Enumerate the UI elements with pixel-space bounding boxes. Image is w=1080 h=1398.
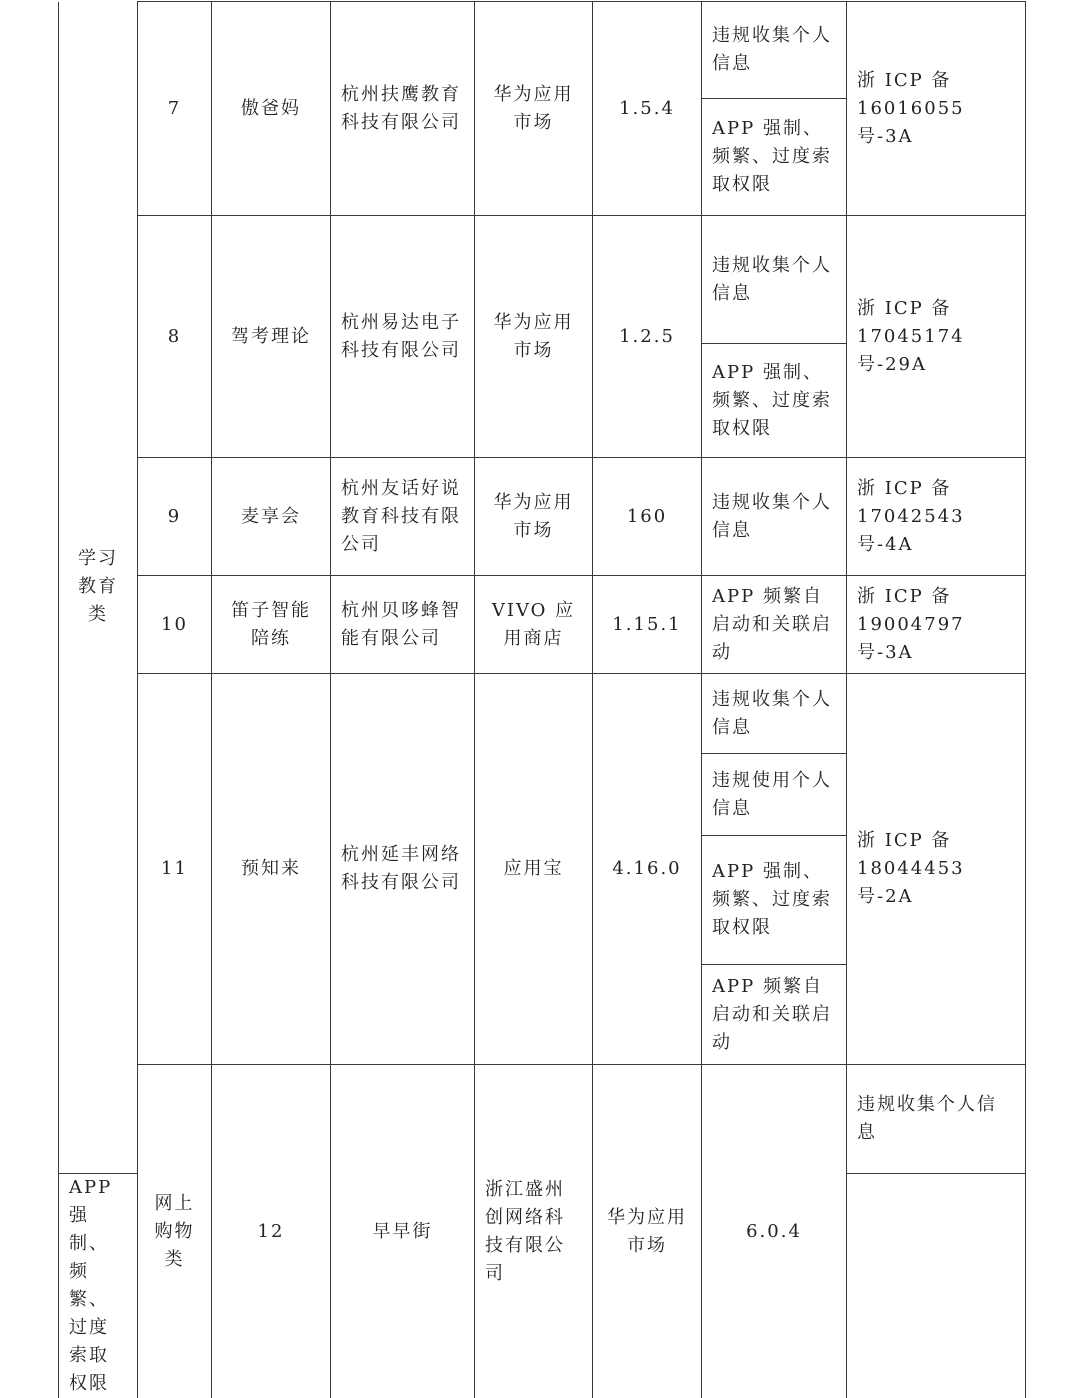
row-number: 12 bbox=[212, 1065, 331, 1398]
company-name: 杭州贝哆蜂智能有限公司 bbox=[331, 576, 475, 674]
violation-item: 违规使用个人信息 bbox=[702, 754, 847, 836]
category-cell: 学习教育类 bbox=[59, 2, 138, 1174]
app-name: 傲爸妈 bbox=[212, 2, 331, 216]
app-version: 1.15.1 bbox=[593, 576, 702, 674]
row-number: 8 bbox=[138, 216, 212, 458]
app-name: 预知来 bbox=[212, 674, 331, 1065]
category-cell: 网上购物类 bbox=[138, 1065, 212, 1398]
company-name: 杭州扶鹰教育科技有限公司 bbox=[331, 2, 475, 216]
violation-item: 违规收集个人信息 bbox=[702, 674, 847, 754]
app-name: 麦享会 bbox=[212, 458, 331, 576]
app-version: 4.16.0 bbox=[593, 674, 702, 1065]
row-number: 7 bbox=[138, 2, 212, 216]
violation-item: 违规收集个人信息 bbox=[702, 216, 847, 344]
app-version: 1.5.4 bbox=[593, 2, 702, 216]
company-name: 杭州延丰网络科技有限公司 bbox=[331, 674, 475, 1065]
violation-item: APP 频繁自启动和关联启动 bbox=[702, 965, 847, 1065]
app-store: VIVO 应用商店 bbox=[475, 576, 593, 674]
app-violation-table bbox=[58, 1, 1026, 1398]
app-version: 160 bbox=[593, 458, 702, 576]
app-version: 1.2.5 bbox=[593, 216, 702, 458]
app-version: 6.0.4 bbox=[702, 1065, 847, 1398]
app-store: 华为应用市场 bbox=[593, 1065, 702, 1398]
violation-item: APP 强制、频繁、过度索取权限 bbox=[59, 1174, 138, 1398]
app-store: 华为应用市场 bbox=[475, 2, 593, 216]
icp-number: 浙 ICP 备 17042543 号-4A bbox=[847, 458, 1026, 576]
icp-number: 浙 ICP 备 19004797 号-3A bbox=[847, 576, 1026, 674]
icp-number: 浙 ICP 备 18044453 号-2A bbox=[847, 674, 1026, 1065]
icp-number: 浙 ICP 备 17045174 号-29A bbox=[847, 216, 1026, 458]
row-number: 9 bbox=[138, 458, 212, 576]
violation-item: 违规收集个人信息 bbox=[702, 458, 847, 576]
violation-item: APP 频繁自启动和关联启动 bbox=[702, 576, 847, 674]
company-name: 杭州易达电子科技有限公司 bbox=[331, 216, 475, 458]
violation-item: APP 强制、频繁、过度索取权限 bbox=[702, 836, 847, 965]
row-number: 11 bbox=[138, 674, 212, 1065]
violation-item: 违规收集个人信息 bbox=[847, 1065, 1026, 1174]
icp-number: 浙 ICP 备 16016055 号-3A bbox=[847, 2, 1026, 216]
app-name: 笛子智能陪练 bbox=[212, 576, 331, 674]
app-name: 驾考理论 bbox=[212, 216, 331, 458]
violation-item: APP 强制、频繁、过度索取权限 bbox=[702, 344, 847, 458]
company-name: 浙江盛州创网络科技有限公司 bbox=[475, 1065, 593, 1398]
app-store: 应用宝 bbox=[475, 674, 593, 1065]
app-store: 华为应用市场 bbox=[475, 216, 593, 458]
violation-item: APP 强制、频繁、过度索取权限 bbox=[702, 99, 847, 216]
company-name: 杭州友话好说教育科技有限公司 bbox=[331, 458, 475, 576]
app-store: 华为应用市场 bbox=[475, 458, 593, 576]
violation-item: 违规收集个人信息 bbox=[702, 2, 847, 99]
row-number: 10 bbox=[138, 576, 212, 674]
app-name: 早早街 bbox=[331, 1065, 475, 1398]
